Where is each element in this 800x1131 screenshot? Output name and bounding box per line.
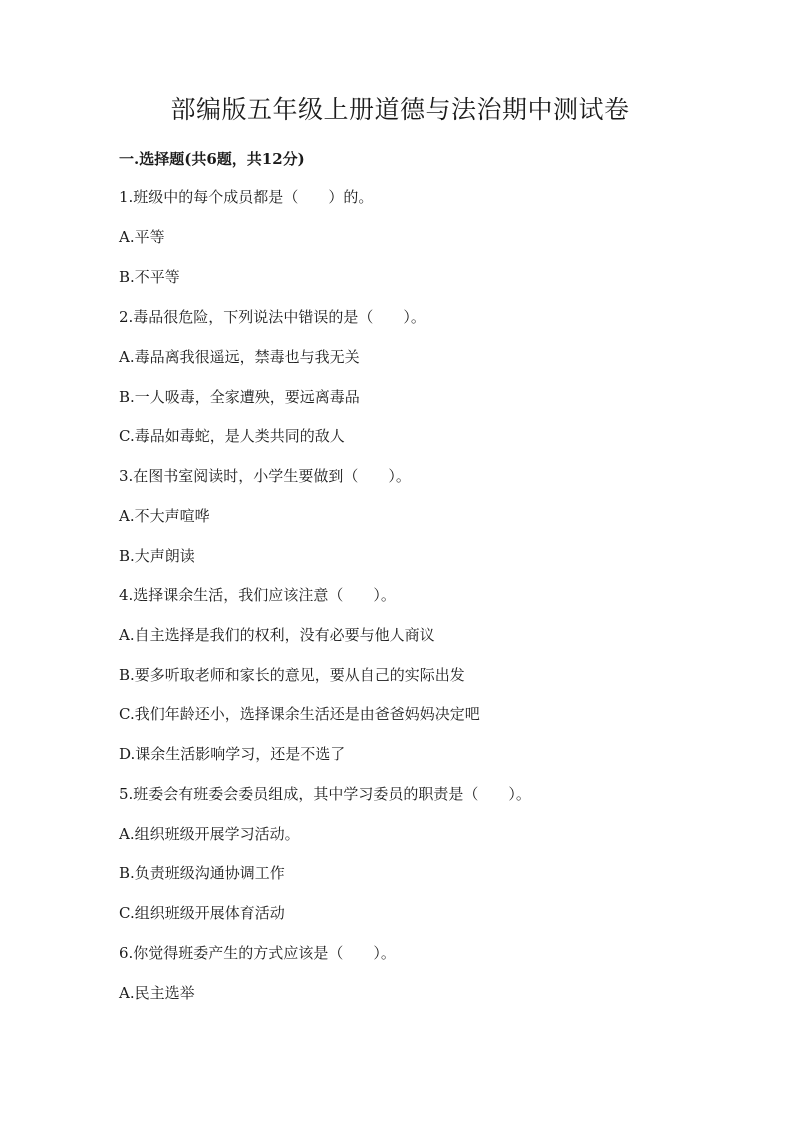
question-stem: 3.在图书室阅读时，小学生要做到（ ）。 bbox=[119, 467, 411, 485]
section-heading: 一.选择题(共6题，共12分) bbox=[119, 150, 305, 168]
question-option: C.毒品如毒蛇，是人类共同的敌人 bbox=[119, 427, 345, 445]
question-option: B.要多听取老师和家长的意见，要从自己的实际出发 bbox=[119, 666, 465, 684]
question-stem: 2.毒品很危险，下列说法中错误的是（ ）。 bbox=[119, 308, 426, 326]
question-stem: 6.你觉得班委产生的方式应该是（ ）。 bbox=[119, 944, 396, 962]
question-stem: 5.班委会有班委会委员组成，其中学习委员的职责是（ ）。 bbox=[119, 785, 531, 803]
question-option: C.我们年龄还小，选择课余生活还是由爸爸妈妈决定吧 bbox=[119, 705, 480, 723]
exam-title: 部编版五年级上册道德与法治期中测试卷 bbox=[170, 95, 630, 124]
question-option: D.课余生活影响学习，还是不选了 bbox=[119, 745, 346, 763]
question-stem: 1.班级中的每个成员都是（ ）的。 bbox=[119, 188, 374, 206]
question-option: A.民主选举 bbox=[119, 984, 195, 1002]
question-option: B.不平等 bbox=[119, 268, 180, 286]
question-option: A.平等 bbox=[119, 228, 165, 246]
question-option: B.一人吸毒，全家遭殃，要远离毒品 bbox=[119, 388, 360, 406]
question-option: A.毒品离我很遥远，禁毒也与我无关 bbox=[119, 348, 360, 366]
question-option: C.组织班级开展体育活动 bbox=[119, 904, 285, 922]
question-option: B.负责班级沟通协调工作 bbox=[119, 864, 285, 882]
question-stem: 4.选择课余生活，我们应该注意（ ）。 bbox=[119, 586, 396, 604]
question-option: A.自主选择是我们的权利，没有必要与他人商议 bbox=[119, 626, 435, 644]
question-option: B.大声朗读 bbox=[119, 547, 195, 565]
question-option: A.不大声喧哗 bbox=[119, 507, 210, 525]
question-option: A.组织班级开展学习活动。 bbox=[119, 825, 300, 843]
